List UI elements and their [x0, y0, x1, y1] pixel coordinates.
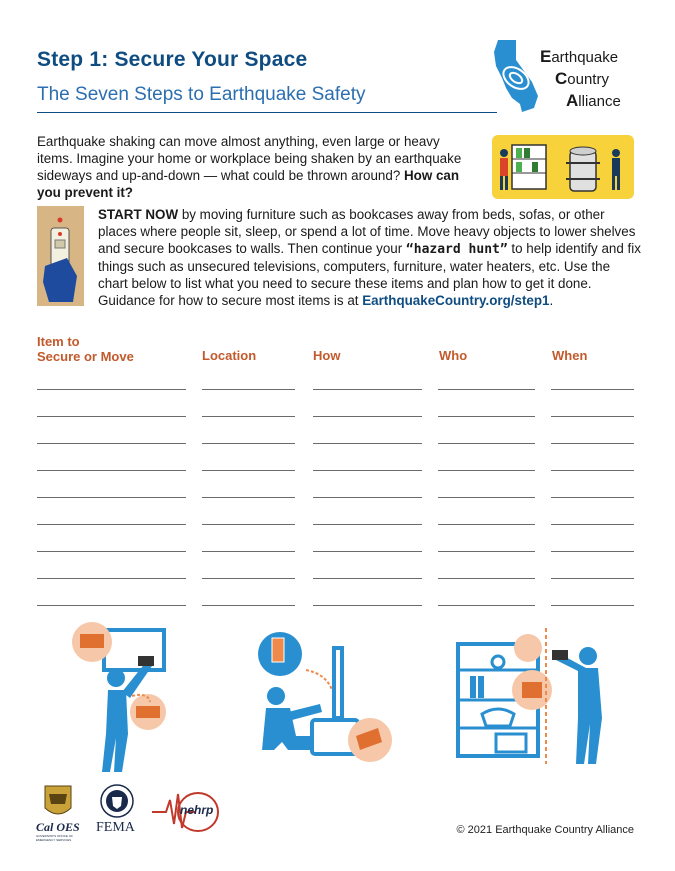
write-in-line-item[interactable]: [37, 470, 186, 471]
write-in-line-when[interactable]: [551, 551, 634, 552]
write-in-line-item[interactable]: [37, 497, 186, 498]
write-in-line-item[interactable]: [37, 416, 186, 417]
column-header-how: How: [313, 348, 341, 363]
column-header-item: Item to Secure or Move: [37, 334, 134, 364]
person-securing-bookcase-icon: [452, 624, 632, 774]
page-subtitle: The Seven Steps to Earthquake Safety: [37, 84, 366, 105]
write-in-line-how[interactable]: [313, 416, 422, 417]
hazard-hunt-illustration: [37, 206, 84, 306]
secure-space-illustration: [492, 135, 634, 199]
california-map-logo-icon: [492, 38, 542, 114]
intro-paragraph: Earthquake shaking can move almost anything, even large or heavy items. Imagine your home or workplace being shaken by an earthquake sideways and up-and-down — what could be thrown around? How can you prevent it?: [37, 134, 462, 200]
dhs-seal-icon: [100, 784, 134, 818]
write-in-line-item[interactable]: [37, 551, 186, 552]
write-in-line-who[interactable]: [438, 443, 535, 444]
eca-logo-text: Earthquake Country Alliance: [540, 47, 621, 110]
write-in-line-how[interactable]: [313, 470, 422, 471]
write-in-line-when[interactable]: [551, 605, 634, 606]
write-in-line-how[interactable]: [313, 443, 422, 444]
write-in-line-item[interactable]: [37, 605, 186, 606]
write-in-line-location[interactable]: [202, 605, 295, 606]
write-in-line-who[interactable]: [438, 389, 535, 390]
write-in-line-who[interactable]: [438, 551, 535, 552]
write-in-line-who[interactable]: [438, 497, 535, 498]
write-in-line-when[interactable]: [551, 389, 634, 390]
write-in-line-how[interactable]: [313, 551, 422, 552]
write-in-line-location[interactable]: [202, 578, 295, 579]
write-in-line-location[interactable]: [202, 551, 295, 552]
write-in-line-how[interactable]: [313, 524, 422, 525]
body-paragraph: START NOW by moving furniture such as bookcases away from beds, sofas, or other places where people sit, sleep, or spend a lot of time. Move heavy objects to lower shelves and secure bookcases to walls. Then continue your “hazard hunt” to help identify and fix things such as unsecured televisions, computers, furniture, water heaters, etc. Use the chart below to list what you need to secure these items and plan how to get it done. Guidance for how to secure most items is at EarthquakeCountry.org/step1.: [98, 207, 641, 308]
write-in-line-location[interactable]: [202, 443, 295, 444]
page-title: Step 1: Secure Your Space: [37, 48, 308, 71]
write-in-line-who[interactable]: [438, 605, 535, 606]
person-securing-cabinet-icon: [62, 616, 182, 774]
write-in-line-who[interactable]: [438, 524, 535, 525]
write-in-line-when[interactable]: [551, 416, 634, 417]
fema-logo-text: FEMA: [96, 820, 135, 835]
write-in-line-when[interactable]: [551, 470, 634, 471]
write-in-line-who[interactable]: [438, 578, 535, 579]
header-divider: [37, 112, 497, 113]
write-in-line-when[interactable]: [551, 578, 634, 579]
write-in-line-how[interactable]: [313, 389, 422, 390]
write-in-line-location[interactable]: [202, 389, 295, 390]
write-in-line-item[interactable]: [37, 389, 186, 390]
write-in-line-item[interactable]: [37, 443, 186, 444]
copyright-footer: © 2021 Earthquake Country Alliance: [456, 824, 634, 836]
nehrp-logo-text: nehrp: [180, 803, 214, 817]
person-securing-television-icon: [252, 624, 392, 774]
column-header-who: Who: [439, 348, 468, 363]
write-in-line-when[interactable]: [551, 443, 634, 444]
write-in-line-item[interactable]: [37, 578, 186, 579]
write-in-line-item[interactable]: [37, 524, 186, 525]
write-in-line-when[interactable]: [551, 524, 634, 525]
write-in-line-when[interactable]: [551, 497, 634, 498]
write-in-line-who[interactable]: [438, 470, 535, 471]
bookcase-water-heater-icon: [492, 135, 634, 199]
cal-oes-tagline: GOVERNOR'S OFFICE OF EMERGENCY SERVICES: [36, 834, 73, 842]
write-in-line-location[interactable]: [202, 524, 295, 525]
column-header-location: Location: [202, 348, 257, 363]
cal-oes-logo-text: Cal OES: [36, 820, 80, 834]
write-in-line-location[interactable]: [202, 497, 295, 498]
write-in-line-location[interactable]: [202, 416, 295, 417]
hand-holding-stud-finder-icon: [37, 206, 84, 306]
write-in-line-how[interactable]: [313, 497, 422, 498]
column-header-when: When: [552, 348, 588, 363]
write-in-line-location[interactable]: [202, 470, 295, 471]
write-in-line-how[interactable]: [313, 605, 422, 606]
write-in-line-who[interactable]: [438, 416, 535, 417]
write-in-line-how[interactable]: [313, 578, 422, 579]
step1-link[interactable]: EarthquakeCountry.org/step1: [362, 293, 550, 308]
